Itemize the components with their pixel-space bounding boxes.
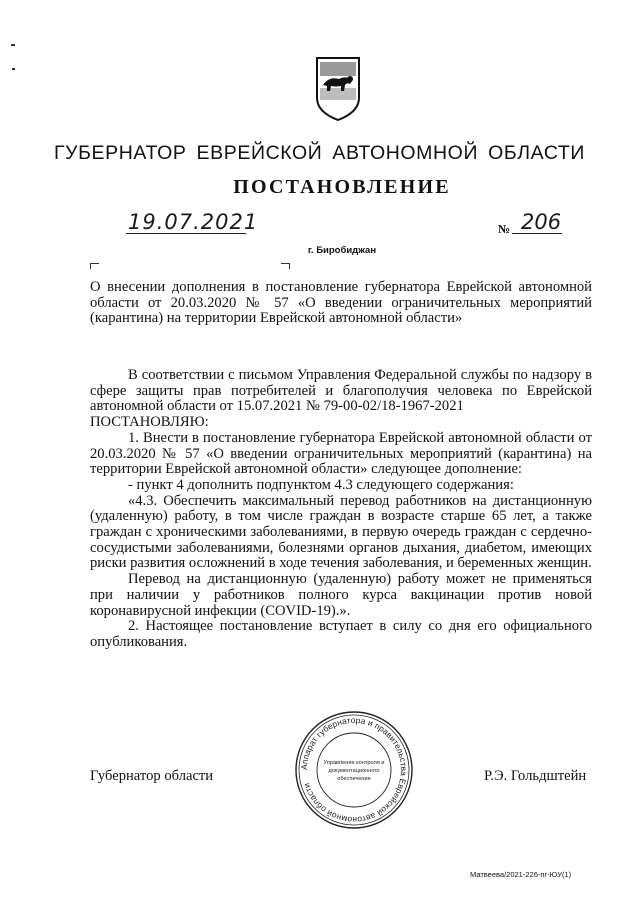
item-2-paragraph: 2. Настоящее постановление вступает в силу со дня его официального опубликования. (90, 618, 592, 650)
official-stamp (294, 710, 414, 830)
document-number: 206 (521, 210, 562, 234)
signer-name: Р.Э. Гольдштейн (484, 768, 587, 784)
subject-corner-left (90, 263, 99, 269)
stamp-ring-text: Аппарат губернатора и правительства Еврейской автономной области (298, 714, 410, 826)
decree-word: ПОСТАНОВЛЯЮ: (90, 414, 209, 431)
coat-of-arms-emblem (303, 54, 373, 122)
scan-speck (12, 68, 15, 70)
number-label: № (498, 222, 511, 236)
item-1-subpoint: - пункт 4 дополнить подпунктом 4.3 следующего содержания: (128, 476, 514, 493)
clause-4-3-continuation: Перевод на дистанционную (удаленную) работу может не применяться при наличии у работников полного курса вакцинации против новой коронавирусной инфекции (COVID-19).». (90, 571, 592, 619)
item-1-paragraph: 1. Внести в постановление губернатора Еврейской автономной области от 20.03.2020 № 57 «О введении ограничительных мероприятий (карантина) на территории Еврейской автономной области» следующее дополнение: (90, 429, 592, 478)
document-body (90, 368, 592, 651)
preamble-paragraph: В соответствии с письмом Управления Федеральной службы по надзору в сфере защиты прав потребителей и благополучия человека по Еврейской автономной области от 15.07.2021 № 79-00-02/18-1967-2021 (90, 367, 592, 415)
stamp-center-line-2: документационного (328, 768, 380, 774)
date-underline (126, 233, 246, 234)
clause-4-3-paragraph: «4.3. Обеспечить максимальный перевод работников на дистанционную (удаленную) работу, в том числе граждан в возрасте старше 65 лет, а также граждан с хроническими заболеваниями, в первую очередь граждан с сердечно-сосудистыми заболеваниями, болезнями органов дыхания, диабетом, имеющих риски развития осложнений в ходе течения заболевания, и беременных женщин. (90, 492, 592, 572)
stamp-center-line-3: обеспечения (337, 776, 371, 782)
governor-title: ГУБЕРНАТОР ЕВРЕЙСКОЙ АВТОНОМНОЙ ОБЛАСТИ (53, 142, 585, 164)
document-date: 19.07.2021 (128, 210, 259, 234)
city-label: г. Биробиджан (307, 245, 377, 256)
number-underline (512, 233, 562, 234)
stamp-center-line-1: Управление контроля и (323, 760, 385, 766)
subject-corner-right (281, 263, 290, 269)
document-subject (90, 280, 592, 327)
document-type-title: ПОСТАНОВЛЕНИЕ (233, 176, 451, 198)
subject-text: О внесении дополнения в постановление губернатора Еврейской автономной области от 20.03.2020 № 57 «О введении ограничительных мероприятий (карантина) на территории Еврейской автономной области» (90, 279, 592, 327)
stamp-seal-icon (294, 710, 414, 830)
executor-footer: Матвеева/2021-226-пг-ЮУ(1) (470, 870, 572, 879)
signer-position: Губернатор области (90, 768, 214, 784)
coat-of-arms-tiger-icon (303, 54, 373, 122)
scan-speck (11, 44, 15, 46)
